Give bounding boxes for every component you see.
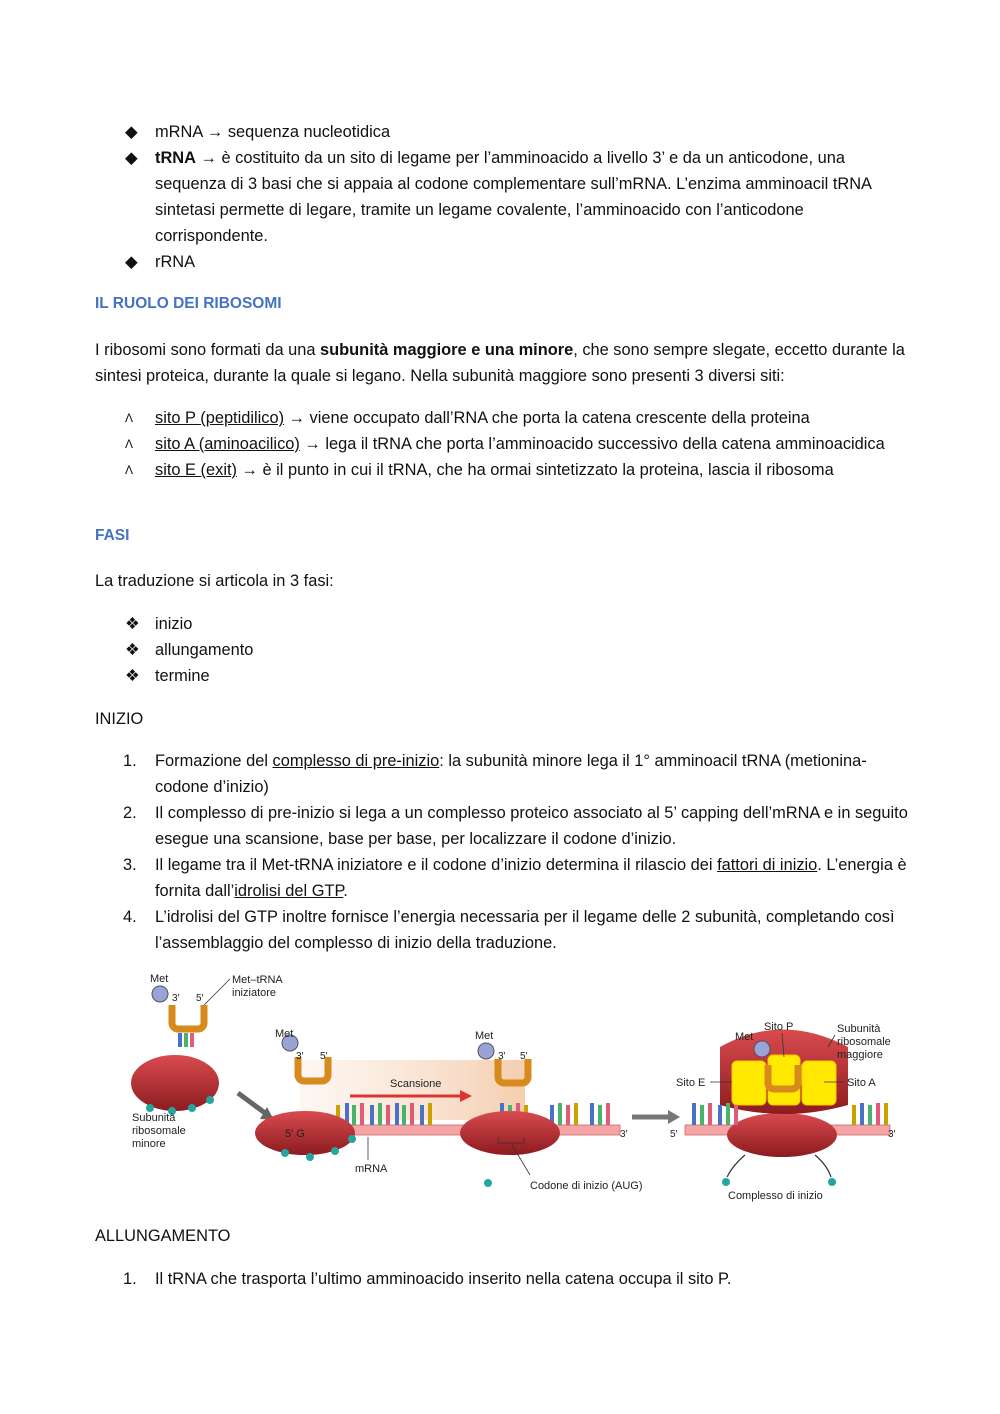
svg-text:Met: Met <box>275 1028 294 1040</box>
list-item: 1. Il tRNA che trasporta l’ultimo amminoacido inserito nella catena occupa il sito P. <box>123 1270 732 1288</box>
inizio-steps <box>95 748 915 956</box>
small-subunit <box>460 1111 560 1155</box>
arrow-icon <box>238 1093 265 1113</box>
svg-text:iniziatore: iniziatore <box>232 987 277 999</box>
section-heading-allungamento: ALLUNGAMENTO <box>95 1227 231 1245</box>
label-5g: 5′ G <box>285 1128 305 1140</box>
diamond-bullet-icon: ◆ <box>125 149 138 167</box>
list-item: ❖ allungamento <box>95 637 915 663</box>
label-sito-e: Sito E <box>676 1077 706 1089</box>
svg-text:maggiore: maggiore <box>837 1049 883 1061</box>
four-diamond-bullet-icon: ❖ <box>125 641 140 659</box>
svg-text:3′: 3′ <box>620 1129 628 1140</box>
panel-initiation-complex <box>670 1021 896 1202</box>
met-amino-acid-icon <box>152 986 168 1002</box>
label-mrna: mRNA <box>355 1163 388 1175</box>
svg-text:5′: 5′ <box>196 993 204 1004</box>
allungamento-steps <box>95 1266 915 1292</box>
list-item <box>95 119 915 145</box>
svg-text:5′: 5′ <box>670 1129 678 1140</box>
caret-bullet-icon: Λ <box>125 463 134 477</box>
panel-scanning <box>255 1028 680 1192</box>
svg-text:Met: Met <box>735 1031 754 1043</box>
met-amino-acid-icon <box>754 1041 770 1057</box>
trna-icon <box>172 1005 204 1029</box>
list-item: Λ sito P (peptidilico) → viene occupato dall’RNA che porta la catena crescente della proteina <box>95 405 915 431</box>
phases-list <box>95 611 915 689</box>
sites-list <box>95 405 915 483</box>
svg-text:minore: minore <box>132 1138 166 1150</box>
fasi-intro: La traduzione si articola in 3 fasi: <box>95 572 334 590</box>
svg-text:5′: 5′ <box>520 1051 528 1062</box>
svg-text:ribosomale: ribosomale <box>837 1036 891 1048</box>
list-item: 1. Formazione del complesso di pre-inizio: la subunità minore lega il 1° amminoacil tRNA (metionina-codone d’inizio) <box>123 752 867 796</box>
caret-bullet-icon: Λ <box>125 437 134 451</box>
svg-text:3′: 3′ <box>888 1129 896 1140</box>
svg-text:3′: 3′ <box>296 1051 304 1062</box>
diamond-bullet-icon: ◆ <box>125 253 138 271</box>
svg-text:3′: 3′ <box>172 993 180 1004</box>
list-item: Λ sito A (aminoacilico) → lega il tRNA che porta l’amminoacido successivo della catena amminoacidica <box>95 431 915 457</box>
ribosomi-paragraph: I ribosomi sono formati da una subunità maggiore e una minore, che sono sempre slegate, eccetto durante la sintesi proteica, durante la quale si legano. Nella subunità maggiore sono presenti 3 diversi siti: <box>95 341 905 385</box>
diamond-bullet-icon: ◆ <box>125 123 138 141</box>
svg-text:ribosomale: ribosomale <box>132 1125 186 1137</box>
label-large-subunit: Subunità <box>837 1023 881 1035</box>
svg-text:5′: 5′ <box>320 1051 328 1062</box>
list-item-text: rRNA <box>155 253 196 271</box>
list-item: ❖ termine <box>95 663 915 689</box>
caret-bullet-icon: Λ <box>125 411 134 425</box>
label-sito-p: Sito P <box>764 1021 794 1033</box>
list-item: 4. L’idrolisi del GTP inoltre fornisce l’energia necessaria per il legame delle 2 subunità, completando così l’assemblaggio del complesso di inizio della traduzione. <box>123 908 895 952</box>
label-complesso: Complesso di inizio <box>728 1190 823 1202</box>
small-subunit <box>131 1055 219 1111</box>
svg-text:Met: Met <box>475 1030 494 1042</box>
label-sito-a: Sito A <box>847 1077 876 1089</box>
section-heading-fasi: FASI <box>95 527 130 544</box>
rna-list <box>95 119 915 275</box>
list-item: Λ sito E (exit) → è il punto in cui il tRNA, che ha ormai sintetizzato la proteina, lascia il ribosoma <box>95 457 915 483</box>
list-item: ❖ inizio <box>95 611 915 637</box>
label-met-trna: Met–tRNA <box>232 974 283 986</box>
list-item-text: mRNA → sequenza nucleotidica <box>155 123 391 141</box>
site-term: sito E (exit) <box>155 461 237 479</box>
small-subunit <box>255 1111 355 1155</box>
list-item-term: tRNA <box>155 149 196 167</box>
site-e <box>732 1061 766 1105</box>
site-a <box>802 1061 836 1105</box>
translation-initiation-figure <box>120 965 910 1210</box>
svg-text:3′: 3′ <box>498 1051 506 1062</box>
section-heading-inizio: INIZIO <box>95 710 144 728</box>
label-met: Met <box>150 973 169 985</box>
list-item: 2. Il complesso di pre-inizio si lega a un complesso proteico associato al 5’ capping dell’mRNA e in seguito esegue una scansione, base per base, per localizzare il codone d’inizio. <box>123 804 908 848</box>
list-item: 3. Il legame tra il Met-tRNA iniziatore e il codone d’inizio determina il rilascio dei fattori di inizio. L’energia è fornita dall’idrolisi del GTP. <box>123 856 907 900</box>
site-term: sito A (aminoacilico) <box>155 435 300 453</box>
list-item <box>95 249 915 275</box>
section-heading-ribosomi: IL RUOLO DEI RIBOSOMI <box>95 295 282 312</box>
list-item-text: → è costituito da un sito di legame per l’amminoacido a livello 3’ e da un anticodone, una sequenza di 3 basi che si appaia al codone complementare sull’mRNA. L’enzima amminoacil tRNA sintetasi permette di legare, tramite un legame covalente, l’amminoacido con l’anticodone corrispondente. <box>155 149 872 245</box>
site-term: sito P (peptidilico) <box>155 409 285 427</box>
label-scansione: Scansione <box>390 1078 442 1090</box>
four-diamond-bullet-icon: ❖ <box>125 615 140 633</box>
small-subunit <box>727 1113 837 1157</box>
four-diamond-bullet-icon: ❖ <box>125 667 140 685</box>
list-item <box>95 145 915 249</box>
label-small-subunit: Subunità <box>132 1112 176 1124</box>
label-codone: Codone di inizio (AUG) <box>530 1180 643 1192</box>
